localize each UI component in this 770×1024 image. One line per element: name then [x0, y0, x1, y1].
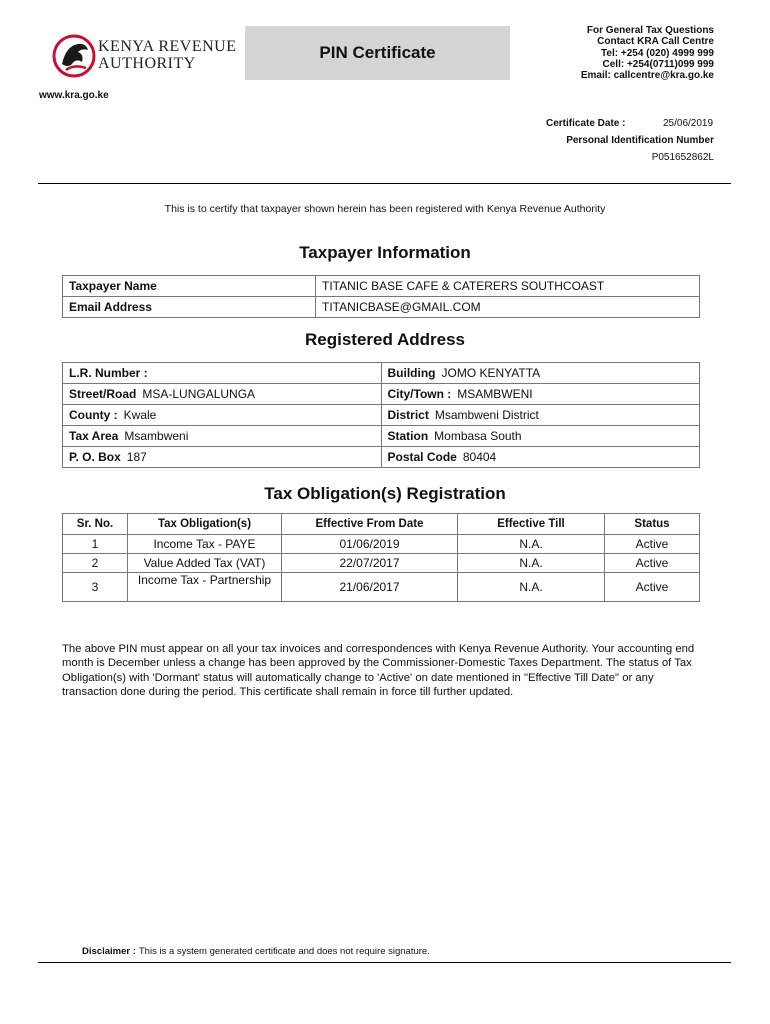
- street-label: Street/Road: [69, 387, 137, 401]
- table-row: [63, 426, 700, 447]
- contact-info: [581, 25, 714, 81]
- county-label: County :: [69, 408, 118, 422]
- address-section-title: Registered Address: [305, 330, 465, 349]
- effective-from-cell: 21/06/2017: [282, 573, 458, 602]
- notice-paragraph: The above PIN must appear on all your tax invoices and correspondences with Kenya Revenue Authority. Your accounting end month is December unless a change has been approved by the Commissioner-Domestic Taxes Department. The status of Tax Obligation(s) with 'Dormant' status will automatically change to 'Active' on date mentioned in "Effective Till Date" or any transaction done during the period. This certificate shall remain in force till further updated.: [62, 643, 695, 699]
- obligations-section-title: Tax Obligation(s) Registration: [264, 484, 506, 503]
- disclaimer-label: Disclaimer :: [82, 946, 136, 957]
- email-label: Email Address: [63, 297, 316, 318]
- column-header: Effective From Date: [282, 514, 458, 535]
- table-row: [63, 363, 700, 384]
- postal-code-cell: [381, 447, 700, 468]
- postal-code-value: 80404: [462, 450, 497, 464]
- lr-number-label: L.R. Number :: [69, 366, 148, 380]
- postal-code-label: Postal Code: [387, 450, 457, 464]
- table-row: [63, 447, 700, 468]
- district-label: District: [387, 408, 429, 422]
- obligation-cell: Income Tax - PAYE: [128, 535, 282, 554]
- city-label: City/Town :: [387, 387, 452, 401]
- city-value: MSAMBWENI: [457, 387, 533, 401]
- column-header: Sr. No.: [63, 514, 128, 535]
- table-row: [63, 554, 700, 573]
- county-cell: [63, 405, 382, 426]
- divider: [38, 183, 731, 184]
- contact-line: Tel: +254 (020) 4999 999: [601, 47, 714, 59]
- po-box-cell: [63, 447, 382, 468]
- column-header: Effective Till: [458, 514, 605, 535]
- sr-no-cell: 3: [63, 573, 128, 602]
- effective-till-cell: N.A.: [458, 573, 605, 602]
- tax-area-label: Tax Area: [69, 429, 119, 443]
- status-cell: Active: [605, 535, 700, 554]
- certificate-date-label: Certificate Date :: [546, 118, 626, 129]
- effective-from-cell: 01/06/2019: [282, 535, 458, 554]
- station-cell: [381, 426, 700, 447]
- taxpayer-section-title: Taxpayer Information: [299, 243, 471, 262]
- lr-number-cell: [63, 363, 382, 384]
- sr-no-cell: 2: [63, 554, 128, 573]
- logo-line-1: KENYA REVENUE: [98, 38, 237, 55]
- tax-area-cell: [63, 426, 382, 447]
- tax-area-value: Msambweni: [124, 429, 189, 443]
- sr-no-cell: 1: [63, 535, 128, 554]
- taxpayer-name-value: TITANIC BASE CAFE & CATERERS SOUTHCOAST: [316, 276, 700, 297]
- website-link[interactable]: www.kra.go.ke: [39, 90, 109, 101]
- street-value: MSA-LUNGALUNGA: [142, 387, 256, 401]
- column-header: Status: [605, 514, 700, 535]
- status-cell: Active: [605, 573, 700, 602]
- obligation-cell: Income Tax - Partnership: [128, 573, 282, 602]
- address-table: [62, 362, 700, 468]
- divider: [38, 962, 731, 963]
- contact-line: Cell: +254(0711)099 999: [602, 58, 714, 70]
- taxpayer-table: [62, 275, 700, 318]
- disclaimer: [82, 946, 430, 957]
- certificate-date-value: 25/06/2019: [663, 118, 714, 129]
- effective-from-cell: 22/07/2017: [282, 554, 458, 573]
- po-box-label: P. O. Box: [69, 450, 121, 464]
- district-cell: [381, 405, 700, 426]
- table-row: [63, 573, 700, 602]
- building-label: Building: [387, 366, 436, 380]
- column-header: Tax Obligation(s): [128, 514, 282, 535]
- logo-line-2: AUTHORITY: [98, 55, 196, 72]
- table-row: [63, 384, 700, 405]
- pin-value: P051652862L: [651, 152, 714, 163]
- table-row: [63, 297, 700, 318]
- county-value: Kwale: [123, 408, 157, 422]
- status-cell: Active: [605, 554, 700, 573]
- kra-lion-icon: [52, 34, 98, 78]
- contact-line: Email: callcentre@kra.go.ke: [580, 70, 714, 82]
- logo-wordmark: [98, 38, 237, 72]
- certify-statement: This is to certify that taxpayer shown herein has been registered with Kenya Revenue Authority: [164, 203, 606, 215]
- obligations-table: [62, 513, 700, 602]
- contact-line: For General Tax Questions: [586, 25, 714, 36]
- table-row: [63, 535, 700, 554]
- table-row: [63, 276, 700, 297]
- effective-till-cell: N.A.: [458, 535, 605, 554]
- district-value: Msambweni District: [434, 408, 539, 422]
- pin-label: Personal Identification Number: [566, 135, 714, 146]
- street-cell: [63, 384, 382, 405]
- building-cell: [381, 363, 700, 384]
- disclaimer-text: This is a system generated certificate and does not require signature.: [138, 946, 430, 957]
- table-header-row: [63, 514, 700, 535]
- po-box-value: 187: [126, 450, 147, 464]
- station-label: Station: [387, 429, 429, 443]
- email-value: TITANICBASE@GMAIL.COM: [316, 297, 700, 318]
- obligation-cell: Value Added Tax (VAT): [128, 554, 282, 573]
- document-title: PIN Certificate: [245, 26, 510, 80]
- building-value: JOMO KENYATTA: [441, 366, 541, 380]
- contact-line: Contact KRA Call Centre: [597, 36, 714, 48]
- effective-till-cell: N.A.: [458, 554, 605, 573]
- table-row: [63, 405, 700, 426]
- city-cell: [381, 384, 700, 405]
- taxpayer-name-label: Taxpayer Name: [63, 276, 316, 297]
- station-value: Mombasa South: [434, 429, 522, 443]
